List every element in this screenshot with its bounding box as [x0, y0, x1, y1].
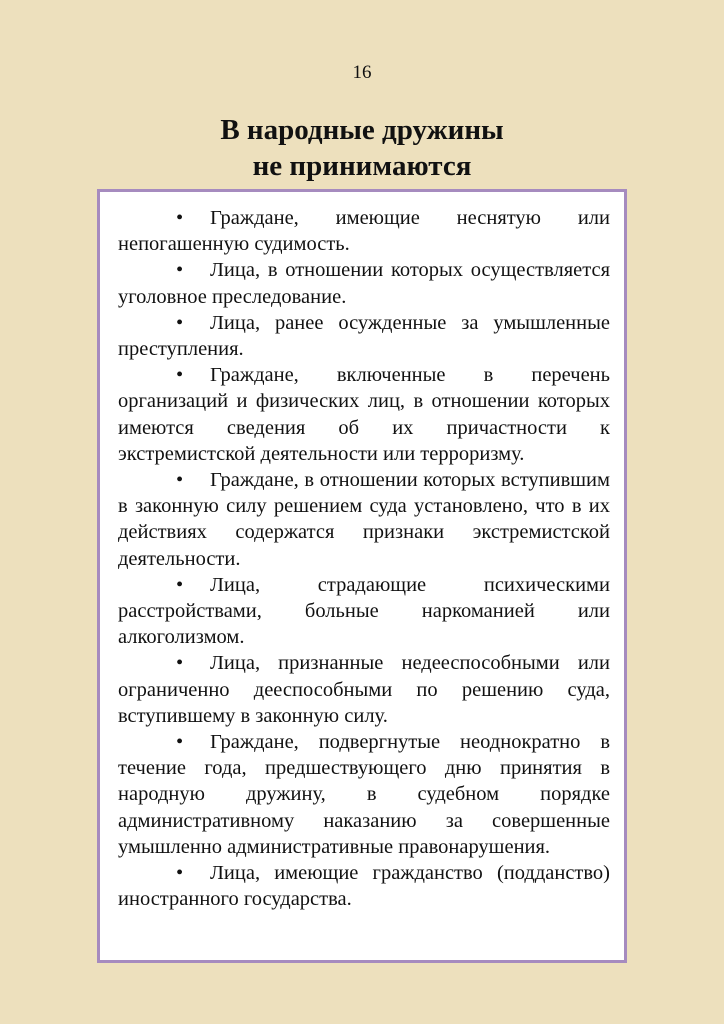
- list-item: [118, 650, 610, 729]
- title-line-1: В народные дружины: [220, 114, 504, 146]
- bullet-icon: •: [176, 259, 184, 282]
- bullet-icon: •: [176, 207, 184, 229]
- list-item-text: Лица, ранее осужденные за умышленные преступления.: [118, 311, 610, 361]
- bullet-icon: •: [176, 862, 184, 885]
- list-item-text: Граждане, имеющие неснятую или непогашенную судимость.: [118, 207, 610, 256]
- bullet-icon: •: [176, 652, 184, 675]
- list-item-text: Лица, имеющие гражданство (подданство) иностранного государства.: [118, 862, 610, 911]
- list-item: [118, 860, 610, 912]
- bullet-icon: •: [176, 364, 184, 387]
- list-item-text: Лица, признанные недееспособными или ограниченно дееспособными по решению суда, вступившему в законную силу.: [118, 652, 610, 727]
- list-item: [118, 572, 610, 651]
- list-item-text: Граждане, в отношении которых вступившим в законную силу решением суда установлено, что в их действиях содержатся признаки экстремистской деятельности.: [118, 469, 610, 570]
- bullet-icon: •: [176, 573, 184, 596]
- list-item: [118, 257, 610, 309]
- list-item: [118, 205, 610, 257]
- list-item: [118, 362, 610, 467]
- list-item: [118, 729, 610, 860]
- content-box: [97, 189, 627, 963]
- list-item-text: Граждане, подвергнутые неоднократно в течение года, предшествующего дню принятия в народную дружину, в судебном порядке административному наказанию за совершенные умышленно административные правонарушения.: [118, 731, 610, 858]
- bullet-icon: •: [176, 731, 184, 754]
- title-line-2: не принимаются: [252, 150, 472, 182]
- bullet-icon: •: [176, 469, 184, 492]
- restrictions-list: [100, 192, 624, 912]
- page-number: 16: [352, 62, 372, 83]
- list-item-text: Граждане, включенные в перечень организаций и физических лиц, в отношении которых имеются сведения об их причастности к экстремистской деятельности или терроризму.: [118, 364, 610, 465]
- page-title: [0, 112, 724, 184]
- list-item-text: Лица, в отношении которых осуществляется уголовное преследование.: [118, 259, 610, 308]
- list-item: [118, 467, 610, 572]
- list-item: [118, 310, 610, 362]
- list-item-text: Лица, страдающие психическими расстройствами, больные наркоманией или алкоголизмом.: [118, 573, 610, 649]
- bullet-icon: •: [176, 311, 184, 334]
